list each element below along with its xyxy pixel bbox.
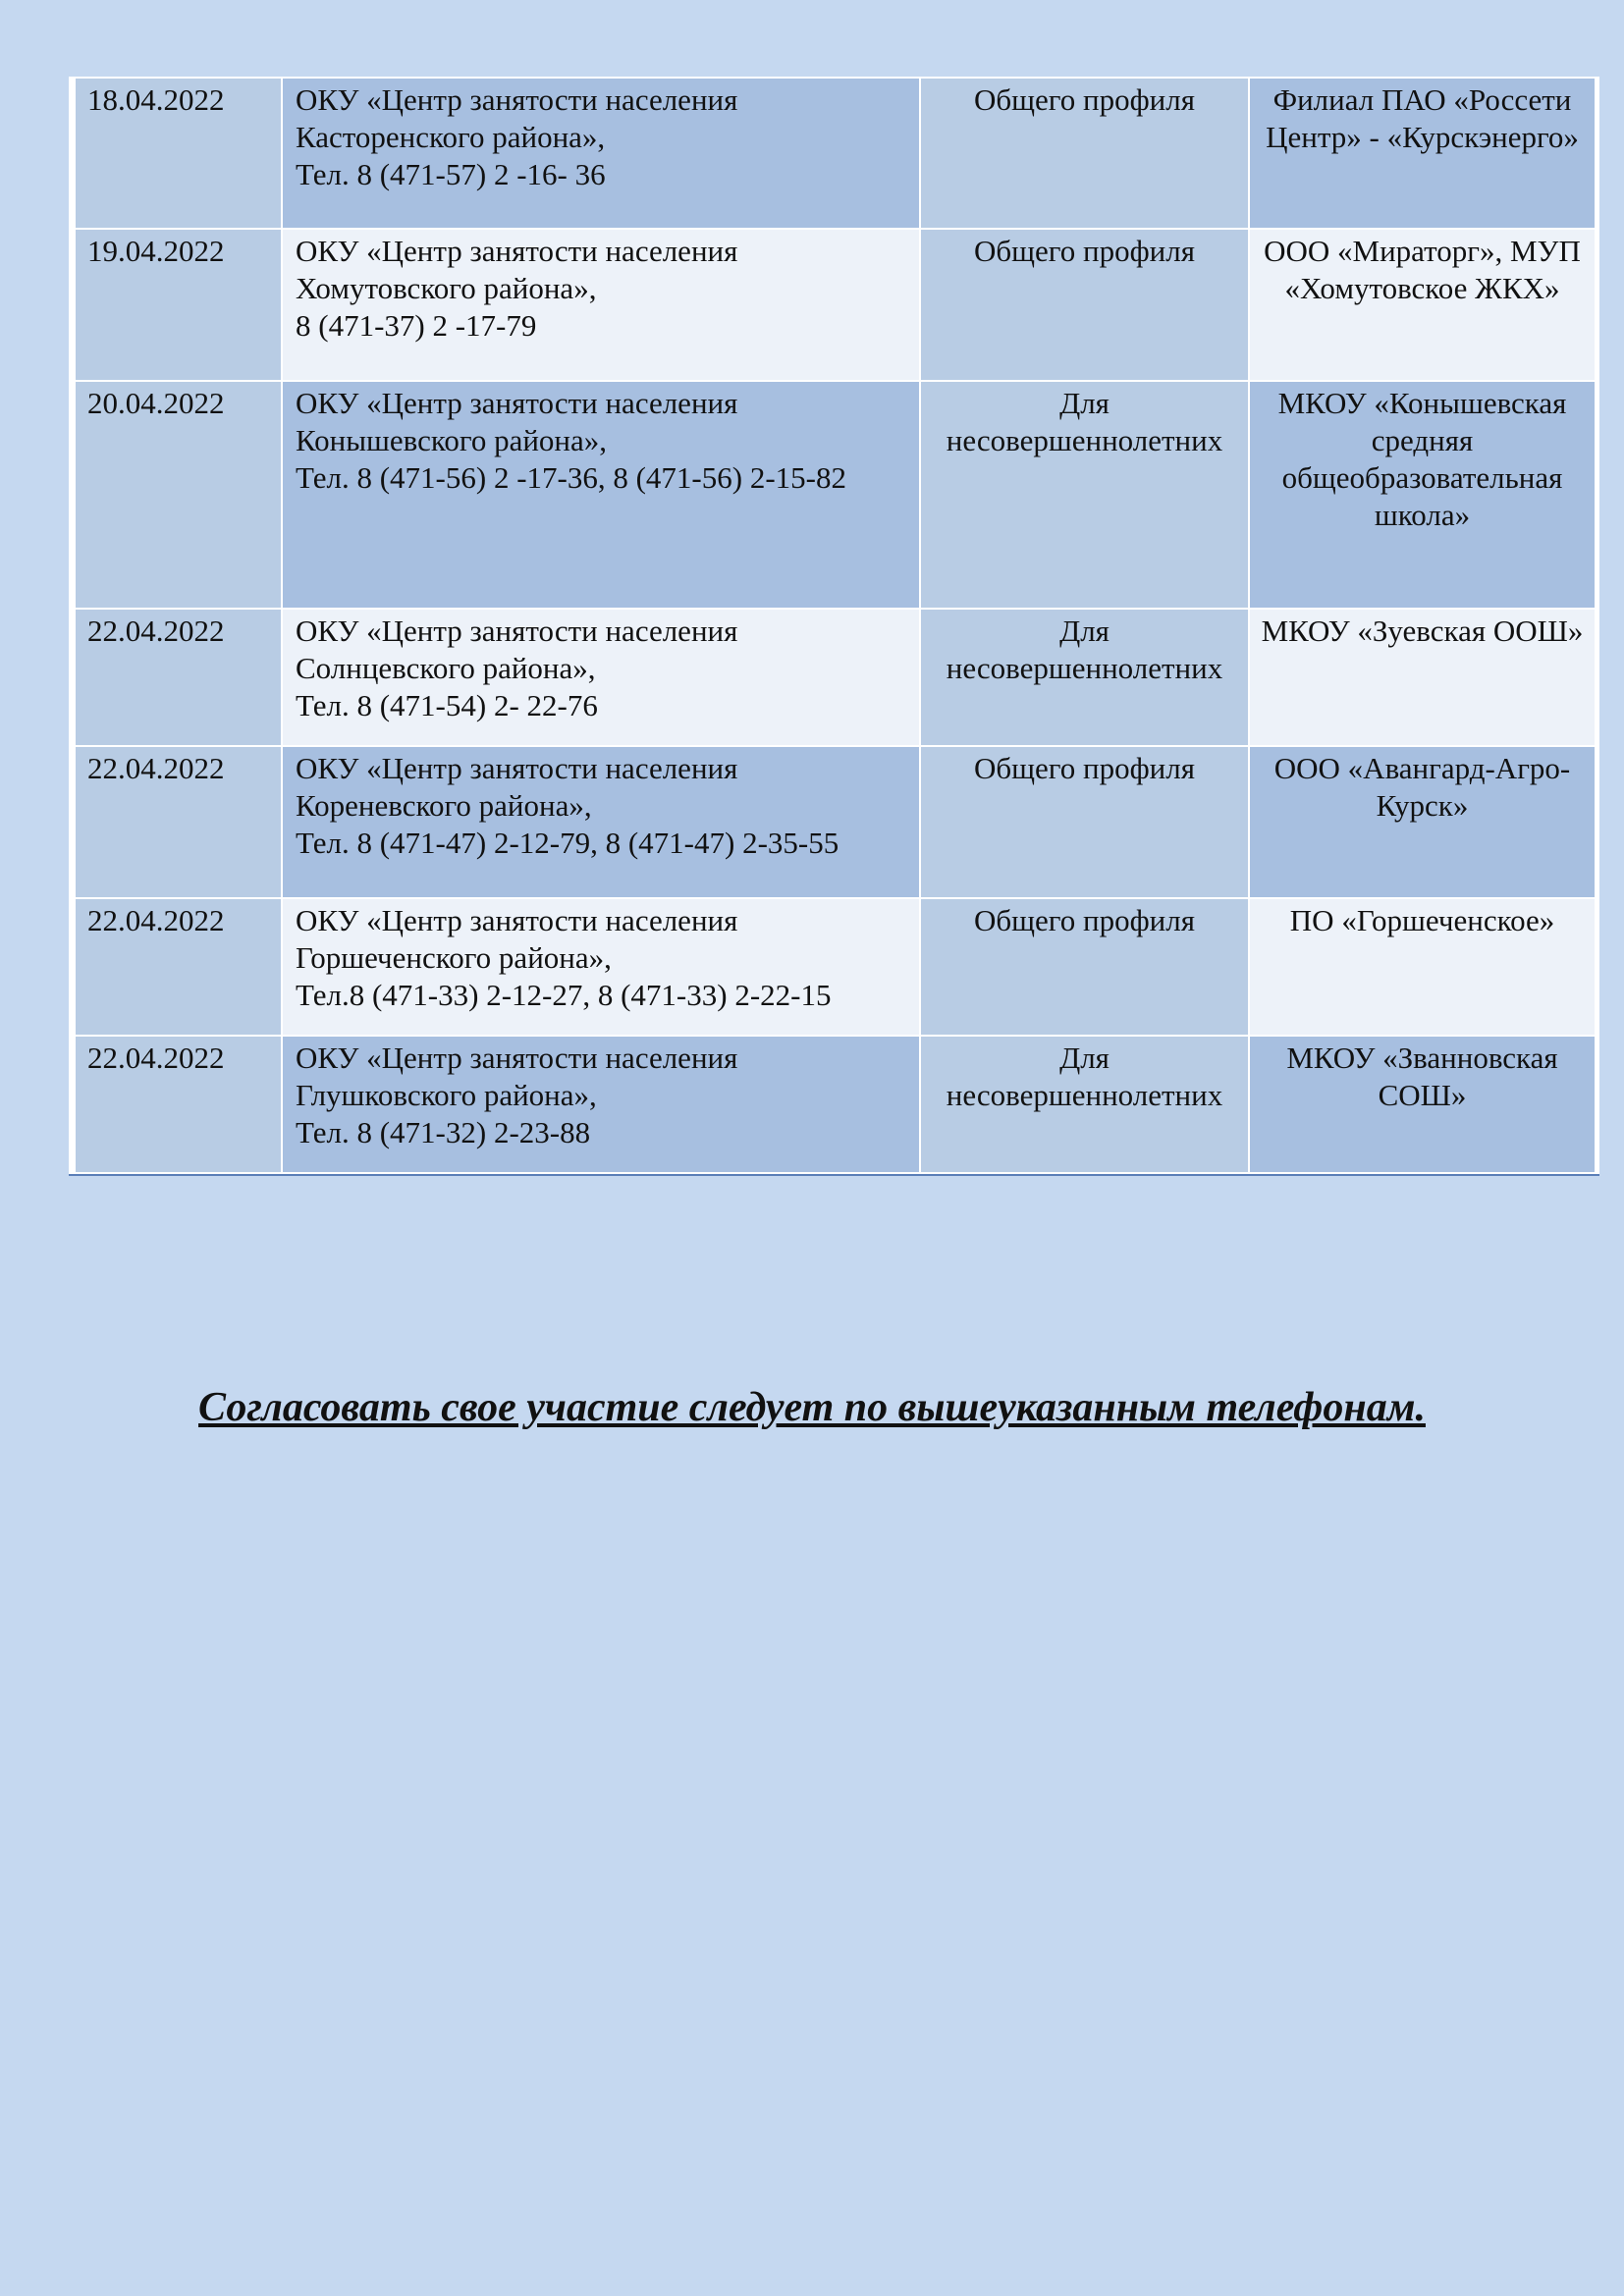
center-phone: Тел. 8 (471-54) 2- 22-76 <box>296 688 598 722</box>
employment-center-cell <box>282 381 920 609</box>
center-name: ОКУ «Центр занятости населения <box>296 614 738 648</box>
event-type: Общего профиля <box>920 229 1249 381</box>
center-name: ОКУ «Центр занятости населения <box>296 386 738 420</box>
footer-note: Согласовать свое участие следует по вышеуказанным телефонам. <box>198 1385 1426 1430</box>
employer-name: ПО «Горшеченское» <box>1249 898 1596 1036</box>
event-date: 22.04.2022 <box>75 609 282 746</box>
center-district: Касторенского района», <box>296 120 606 154</box>
center-district: Горшеченского района», <box>296 940 612 975</box>
employment-center-cell <box>282 898 920 1036</box>
table-row <box>75 381 1596 609</box>
event-type: Для несовершеннолетних <box>920 609 1249 746</box>
job-fair-schedule-table-wrapper <box>69 77 1599 1176</box>
center-name: ОКУ «Центр занятости населения <box>296 751 738 785</box>
event-date: 18.04.2022 <box>75 78 282 229</box>
employment-center-cell <box>282 609 920 746</box>
job-fair-schedule-table <box>74 77 1597 1174</box>
employer-name: ООО «Авангард-Агро-Курск» <box>1249 746 1596 898</box>
table-row <box>75 609 1596 746</box>
table-row <box>75 1036 1596 1173</box>
event-date: 20.04.2022 <box>75 381 282 609</box>
center-district: Солнцевского района», <box>296 651 596 685</box>
center-phone: Тел. 8 (471-57) 2 -16- 36 <box>296 157 606 191</box>
center-name: ОКУ «Центр занятости населения <box>296 234 738 268</box>
center-phone: Тел. 8 (471-47) 2-12-79, 8 (471-47) 2-35-55 <box>296 826 839 860</box>
center-name: ОКУ «Центр занятости населения <box>296 903 738 937</box>
event-date: 22.04.2022 <box>75 746 282 898</box>
employer-name: Филиал ПАО «Россети Центр» - «Курскэнерго» <box>1249 78 1596 229</box>
table-row <box>75 229 1596 381</box>
center-district: Кореневского района», <box>296 788 592 823</box>
center-district: Глушковского района», <box>296 1078 597 1112</box>
employer-name: МКОУ «Зуевская ООШ» <box>1249 609 1596 746</box>
event-type: Общего профиля <box>920 78 1249 229</box>
center-phone: 8 (471-37) 2 -17-79 <box>296 308 537 343</box>
center-phone: Тел.8 (471-33) 2-12-27, 8 (471-33) 2-22-15 <box>296 978 832 1012</box>
employment-center-cell <box>282 229 920 381</box>
center-phone: Тел. 8 (471-32) 2-23-88 <box>296 1115 591 1149</box>
employment-center-cell <box>282 746 920 898</box>
event-date: 22.04.2022 <box>75 898 282 1036</box>
center-district: Конышевского района», <box>296 423 608 457</box>
event-type: Общего профиля <box>920 898 1249 1036</box>
center-district: Хомутовского района», <box>296 271 597 305</box>
employment-center-cell <box>282 78 920 229</box>
table-row <box>75 898 1596 1036</box>
employer-name: МКОУ «Званновская СОШ» <box>1249 1036 1596 1173</box>
event-date: 22.04.2022 <box>75 1036 282 1173</box>
table-row <box>75 78 1596 229</box>
employer-name: ООО «Мираторг», МУП «Хомутовское ЖКХ» <box>1249 229 1596 381</box>
event-date: 19.04.2022 <box>75 229 282 381</box>
employment-center-cell <box>282 1036 920 1173</box>
event-type: Общего профиля <box>920 746 1249 898</box>
event-type: Для несовершеннолетних <box>920 381 1249 609</box>
employer-name: МКОУ «Конышевская средняя общеобразовательная школа» <box>1249 381 1596 609</box>
center-name: ОКУ «Центр занятости населения <box>296 1041 738 1075</box>
center-name: ОКУ «Центр занятости населения <box>296 82 738 117</box>
table-row <box>75 746 1596 898</box>
center-phone: Тел. 8 (471-56) 2 -17-36, 8 (471-56) 2-15-82 <box>296 460 846 495</box>
event-type: Для несовершеннолетних <box>920 1036 1249 1173</box>
